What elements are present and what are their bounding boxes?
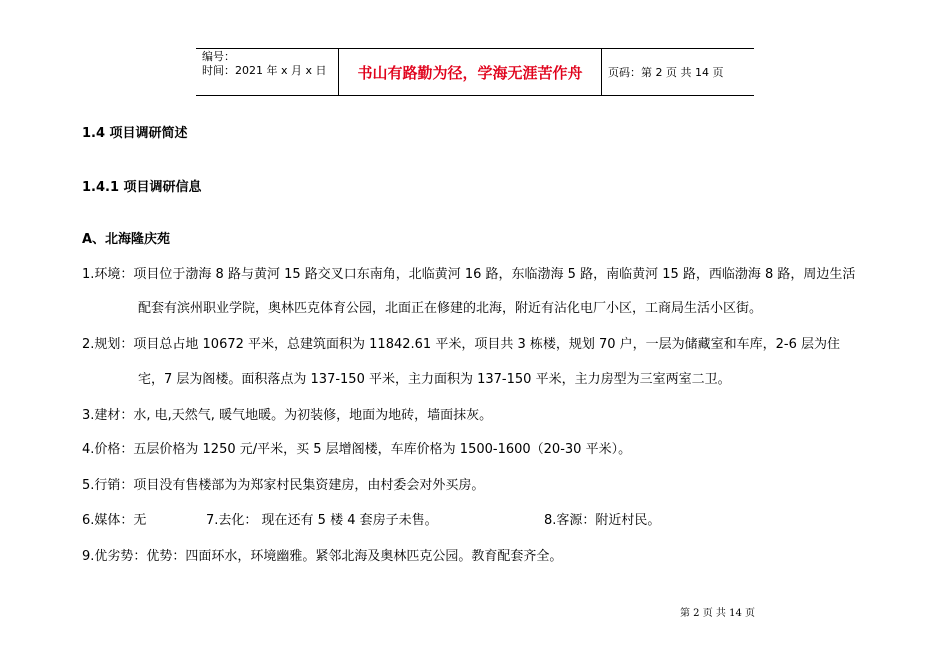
swot-line: 9.优劣势：优势：四面环水，环境幽雅。紧邻北海及奥林匹克公园。教育配套齐全。 xyxy=(82,549,563,564)
subsection-heading: 1.4.1 项目调研信息 xyxy=(82,180,202,195)
media-item: 6.媒体：无 xyxy=(82,513,147,528)
material-line: 3.建材：水, 电,天然气, 暖气地暖。为初装修，地面为地砖，墙面抹灰。 xyxy=(82,408,493,423)
destock-item: 7.去化： 现在还有 5 楼 4 套房子未售。 xyxy=(206,513,438,528)
planning-line-1: 2.规划：项目总占地 10672 平米，总建筑面积为 11842.61 平米，项目共 3 栋楼，规划 70 户，一层为储藏室和车库，2-6 层为住 xyxy=(82,337,841,352)
environment-line-2: 配套有滨州职业学院，奥林匹克体育公园，北面正在修建的北海，附近有沾化电厂小区，工商局生活小区街。 xyxy=(138,301,763,316)
planning-line-2: 宅，7 层为阁楼。面积落点为 137-150 平米，主力面积为 137-150 平米，主力房型为三室两室二卫。 xyxy=(138,372,731,387)
section-heading: 1.4 项目调研简述 xyxy=(82,126,188,141)
project-title: A、北海隆庆苑 xyxy=(82,232,171,247)
doc-number-label: 编号： xyxy=(202,50,235,63)
header-motto: 书山有路勤为径，学海无涯苦作舟 xyxy=(338,49,602,95)
header-page-label: 页码：第 2 页 共 14 页 xyxy=(608,66,724,79)
page-footer: 第 2 页 共 14 页 xyxy=(680,608,755,619)
doc-time-label: 时间：2021 年 x 月 x 日 xyxy=(202,64,327,77)
price-line: 4.价格：五层价格为 1250 元/平米，买 5 层增阁楼，车库价格为 1500-1600（20-30 平米）。 xyxy=(82,442,632,457)
customer-item: 8.客源：附近村民。 xyxy=(544,513,661,528)
page-header xyxy=(196,48,754,96)
environment-line-1: 1.环境：项目位于渤海 8 路与黄河 15 路交叉口东南角，北临黄河 16 路，东临渤海 5 路，南临黄河 15 路，西临渤海 8 路，周边生活 xyxy=(82,267,856,282)
sales-line: 5.行销：项目没有售楼部为为郑家村民集资建房，由村委会对外买房。 xyxy=(82,478,485,493)
header-info-cell xyxy=(196,49,338,95)
